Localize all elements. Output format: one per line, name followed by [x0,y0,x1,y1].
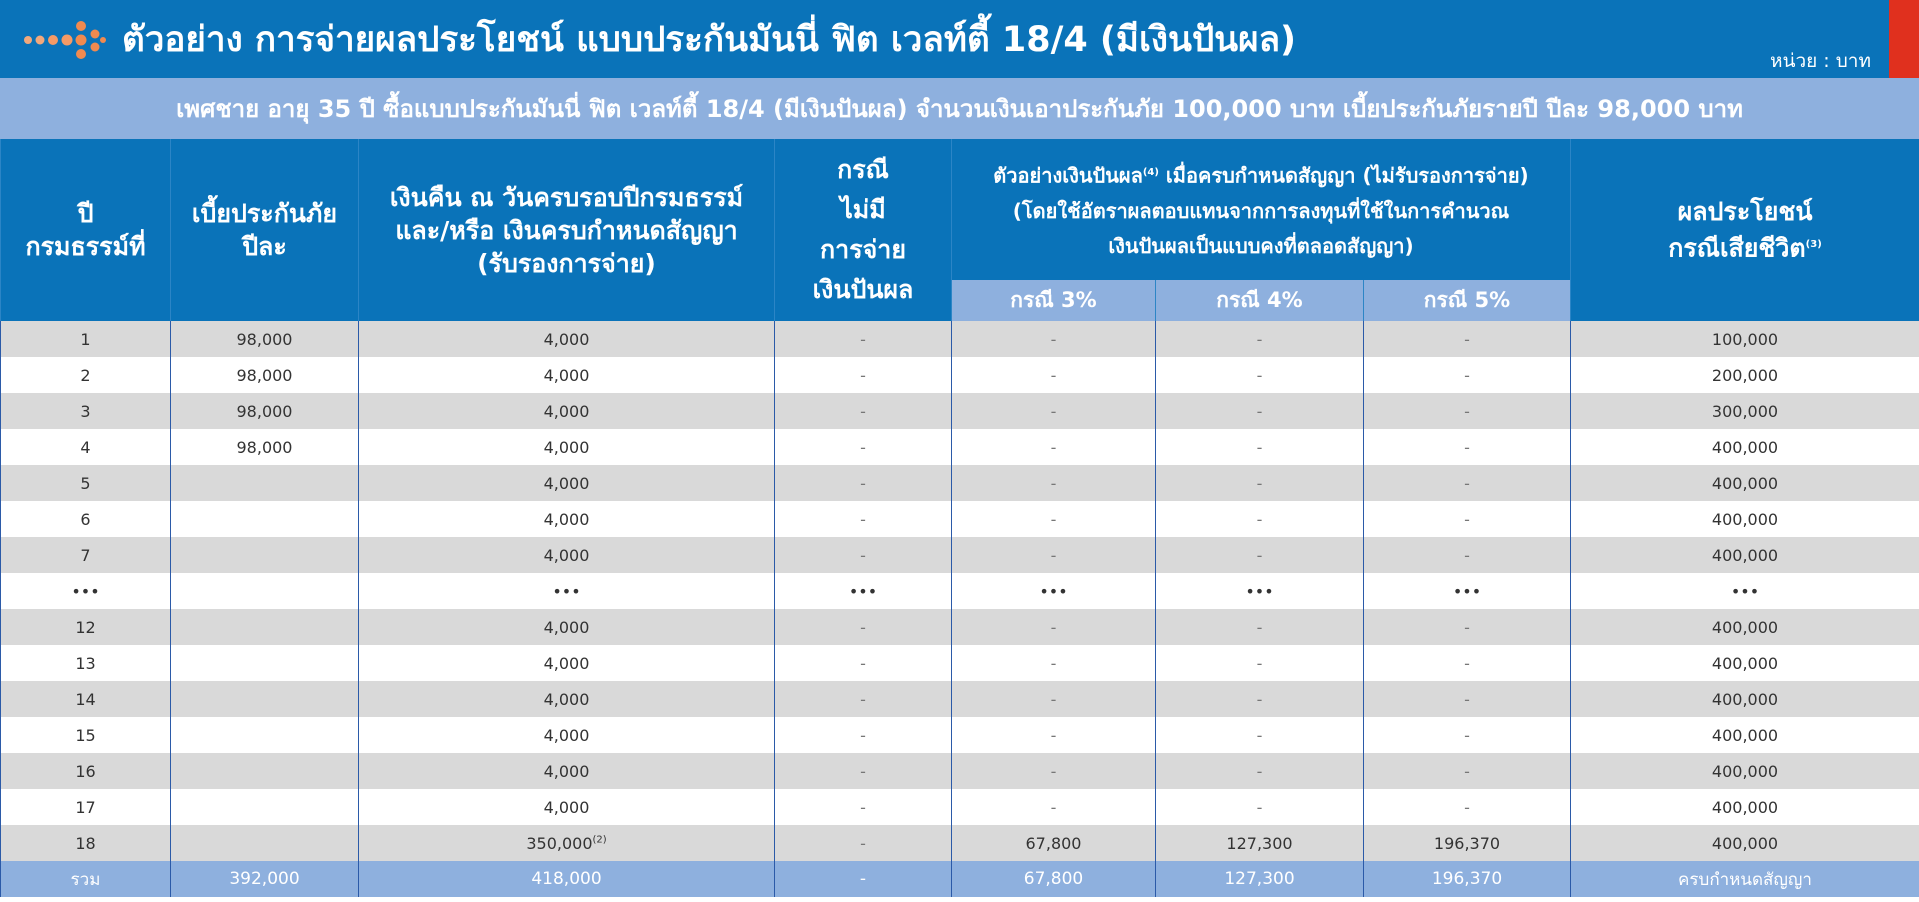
cell-death-benefit: 200,000 [1571,357,1919,393]
cell-dividend-5: - [1364,537,1571,573]
table-row [1,609,1919,645]
col-header-death-benefit: ผลประโยชน์ กรณีเสียชีวิต$^{(3)}$ [1571,139,1919,321]
table-row [1,753,1919,789]
cell-cash-back: 4,000 [359,501,775,537]
col-header-case-4: กรณี 4% [1156,280,1364,321]
unit-label: หน่วย : บาท [1769,50,1871,72]
cell-death-benefit: 400,000 [1571,501,1919,537]
cell-policy-year: 4 [1,429,171,465]
cell-policy-year: 16 [1,753,171,789]
cell-cash-back: 4,000 [359,645,775,681]
cell-death-benefit: 400,000 [1571,825,1919,861]
cell-dividend-4: - [1156,465,1364,501]
cell-cash-back: 4,000 [359,321,775,357]
total-row [1,861,1919,897]
cell-premium [171,465,359,501]
cell-dividend-5: - [1364,717,1571,753]
cell-dividend-4: - [1156,429,1364,465]
cell-dividend-5: 196,370 [1364,825,1571,861]
total-cell-policy-year: รวม [1,861,171,897]
cell-death-benefit: 400,000 [1571,465,1919,501]
cell-death-benefit: 400,000 [1571,645,1919,681]
footnote-ref: (2) [592,834,607,846]
cell-dividend-4: - [1156,645,1364,681]
cell-premium [171,537,359,573]
total-cell-premium: 392,000 [171,861,359,897]
table-row [1,501,1919,537]
cell-dividend-4: - [1156,501,1364,537]
cell-dividend-3: - [952,645,1156,681]
dot-logo-icon [22,18,106,62]
col-header-case-3: กรณี 3% [952,280,1156,321]
cell-premium [171,645,359,681]
cell-premium [171,825,359,861]
cell-policy-year: 14 [1,681,171,717]
cell-no-dividend: - [775,429,952,465]
cell-dividend-5: - [1364,321,1571,357]
cell-premium: 98,000 [171,357,359,393]
cell-dividend-3: - [952,429,1156,465]
cell-dividend-4: - [1156,609,1364,645]
col-header-no-dividend: กรณี ไม่มี การจ่าย เงินปันผล [775,139,952,321]
cell-dividend-4: - [1156,717,1364,753]
cell-policy-year: 17 [1,789,171,825]
cell-death-benefit: 400,000 [1571,753,1919,789]
cell-death-benefit: 400,000 [1571,789,1919,825]
table-row [1,393,1919,429]
cell-dividend-5: - [1364,429,1571,465]
cell-premium [171,501,359,537]
cell-death-benefit: ••• [1571,573,1919,609]
accent-tab [1889,0,1919,78]
cell-dividend-3: - [952,357,1156,393]
total-cell-cash-back: 418,000 [359,861,775,897]
total-cell-death-benefit: ครบกำหนดสัญญา [1571,861,1919,897]
cell-death-benefit: 400,000 [1571,681,1919,717]
cell-no-dividend: - [775,825,952,861]
benefit-table [0,139,1919,897]
cell-dividend-5: - [1364,501,1571,537]
table-row [1,573,1919,609]
table-row [1,789,1919,825]
cell-dividend-5: - [1364,681,1571,717]
cell-death-benefit: 300,000 [1571,393,1919,429]
cell-no-dividend: - [775,789,952,825]
cell-death-benefit: 100,000 [1571,321,1919,357]
col-header-premium: เบี้ยประกันภัย ปีละ [171,139,359,321]
cell-death-benefit: 400,000 [1571,537,1919,573]
cell-dividend-4: - [1156,357,1364,393]
cell-dividend-5: - [1364,465,1571,501]
cell-policy-year: 18 [1,825,171,861]
cell-dividend-3: - [952,609,1156,645]
table-row [1,465,1919,501]
table-row [1,717,1919,753]
cell-premium [171,573,359,609]
cell-cash-back: 4,000 [359,393,775,429]
cell-policy-year: 3 [1,393,171,429]
cell-premium [171,717,359,753]
table-row [1,537,1919,573]
cell-dividend-3: - [952,465,1156,501]
cell-no-dividend: - [775,681,952,717]
cell-no-dividend: - [775,609,952,645]
col-header-dividend-example: ตัวอย่างเงินปันผล$^{(4)}$ เมื่อครบกำหนดสัญญา (ไม่รับรองการจ่าย) (โดยใช้อัตราผลตอบแทนจากการลงทุนที่ใช้ในการคำนวณ เงินปันผลเป็นแบบคงที่ตลอดสัญญา) [952,139,1571,280]
page-title: ตัวอย่าง การจ่ายผลประโยชน์ แบบประกันมันนี่ ฟิต เวลท์ตี้ 18/4 (มีเงินปันผล) [122,20,1297,60]
col-header-policy-year: ปี กรมธรรม์ที่ [1,139,171,321]
col-header-case-5: กรณี 5% [1364,280,1571,321]
cell-premium [171,681,359,717]
cell-dividend-3: ••• [952,573,1156,609]
total-cell-no-dividend: - [775,861,952,897]
cell-no-dividend: - [775,717,952,753]
cell-premium [171,753,359,789]
cell-dividend-5: - [1364,753,1571,789]
cell-no-dividend: - [775,357,952,393]
cell-cash-back: 4,000 [359,753,775,789]
cell-dividend-3: - [952,393,1156,429]
cell-dividend-5: - [1364,645,1571,681]
cell-policy-year: 1 [1,321,171,357]
cell-policy-year: 7 [1,537,171,573]
cell-dividend-5: - [1364,357,1571,393]
cell-dividend-4: - [1156,393,1364,429]
cell-dividend-4: ••• [1156,573,1364,609]
cell-policy-year: 15 [1,717,171,753]
cell-cash-back: 4,000 [359,357,775,393]
cell-no-dividend: - [775,321,952,357]
cell-cash-back: ••• [359,573,775,609]
table-row [1,825,1919,861]
table-row [1,645,1919,681]
cell-cash-back: 4,000 [359,717,775,753]
table-row [1,681,1919,717]
cell-dividend-3: - [952,501,1156,537]
title-bar [0,0,1919,78]
cell-dividend-4: - [1156,321,1364,357]
cell-dividend-5: - [1364,609,1571,645]
cell-cash-back: 4,000 [359,465,775,501]
cell-policy-year: 6 [1,501,171,537]
cell-death-benefit: 400,000 [1571,609,1919,645]
cell-policy-year: ••• [1,573,171,609]
cell-cash-back: 4,000 [359,537,775,573]
total-cell-dividend-3: 67,800 [952,861,1156,897]
table-row [1,321,1919,357]
cell-death-benefit: 400,000 [1571,429,1919,465]
cell-cash-back: 4,000 [359,681,775,717]
cell-cash-back: 350,000$^{(2)}$ [359,825,775,861]
cell-dividend-3: 67,800 [952,825,1156,861]
cell-dividend-5: - [1364,789,1571,825]
cell-no-dividend: - [775,753,952,789]
cell-cash-back: 4,000 [359,429,775,465]
cell-dividend-3: - [952,681,1156,717]
cell-policy-year: 5 [1,465,171,501]
cell-dividend-3: - [952,321,1156,357]
cell-no-dividend: - [775,393,952,429]
cell-cash-back: 4,000 [359,609,775,645]
cell-dividend-5: - [1364,393,1571,429]
total-cell-dividend-4: 127,300 [1156,861,1364,897]
cell-dividend-3: - [952,789,1156,825]
cell-dividend-4: - [1156,753,1364,789]
cell-no-dividend: - [775,501,952,537]
cell-premium [171,609,359,645]
cell-premium: 98,000 [171,321,359,357]
total-cell-dividend-5: 196,370 [1364,861,1571,897]
cell-dividend-4: 127,300 [1156,825,1364,861]
cell-dividend-4: - [1156,537,1364,573]
cell-cash-back: 4,000 [359,789,775,825]
cell-death-benefit: 400,000 [1571,717,1919,753]
cell-no-dividend: - [775,645,952,681]
cell-no-dividend: ••• [775,573,952,609]
scenario-subtitle: เพศชาย อายุ 35 ปี ซื้อแบบประกันมันนี่ ฟิต เวลท์ตี้ 18/4 (มีเงินปันผล) จำนวนเงินเอาประกันภัย 100,000 บาท เบี้ยประกันภัยรายปี ปีละ 98,000 บาท [0,78,1919,139]
cell-policy-year: 12 [1,609,171,645]
table-row [1,357,1919,393]
cell-premium: 98,000 [171,429,359,465]
cell-dividend-3: - [952,717,1156,753]
cell-dividend-3: - [952,537,1156,573]
cell-premium: 98,000 [171,393,359,429]
cell-dividend-5: ••• [1364,573,1571,609]
cell-premium [171,789,359,825]
cell-no-dividend: - [775,465,952,501]
cell-dividend-4: - [1156,789,1364,825]
col-header-cash-back: เงินคืน ณ วันครบรอบปีกรมธรรม์ และ/หรือ เงินครบกำหนดสัญญา (รับรองการจ่าย) [359,139,775,321]
cell-dividend-3: - [952,753,1156,789]
cell-no-dividend: - [775,537,952,573]
cell-policy-year: 13 [1,645,171,681]
table-row [1,429,1919,465]
cell-policy-year: 2 [1,357,171,393]
cell-dividend-4: - [1156,681,1364,717]
